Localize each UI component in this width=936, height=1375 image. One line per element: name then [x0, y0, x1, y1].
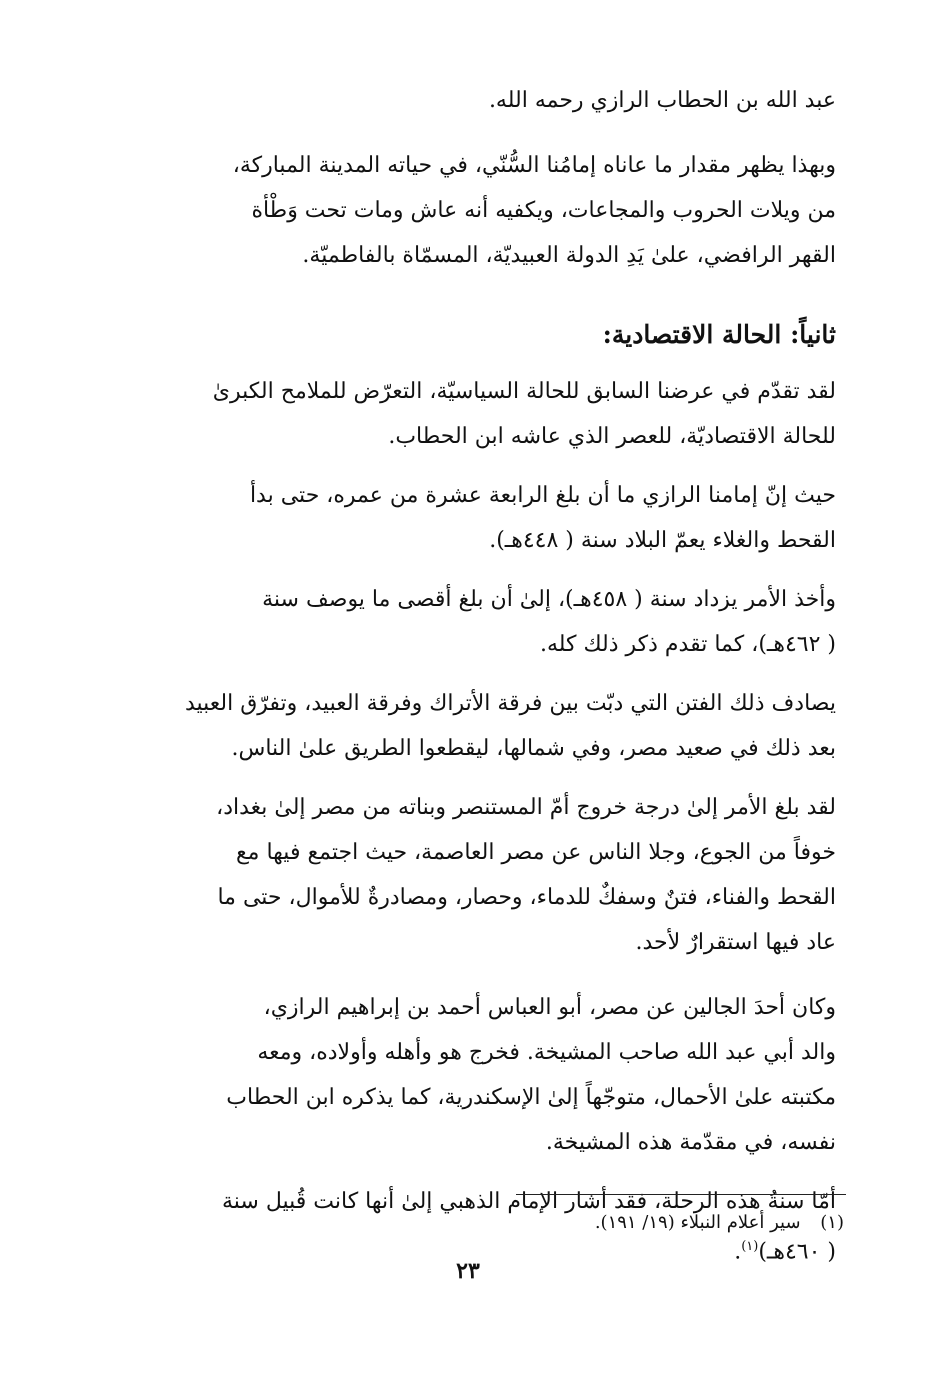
text-line: حيث إنّ إمامنا الرازي ما أن بلغ الرابعة عشرة من عمره، حتى بدأ — [249, 483, 836, 508]
paragraph-1 — [128, 78, 836, 123]
footnote-marker: (١) — [741, 1239, 759, 1254]
paragraph-2 — [128, 143, 836, 278]
text-line: ( ٤٦٢هـ)، كما تقدم ذكر ذلك كله. — [539, 632, 836, 657]
text-line: عبد الله بن الحطاب الرازي رحمه الله. — [488, 88, 836, 113]
text-line: القهر الرافضي، علىٰ يَدِ الدولة العبيديّة، المسمّاة بالفاطميّة. — [302, 243, 836, 268]
text-line: نفسه، في مقدّمة هذه المشيخة. — [545, 1130, 836, 1155]
paragraph-5 — [128, 577, 836, 667]
footnote — [344, 1208, 844, 1238]
text-line: القحط والغلاء يعمّ البلاد سنة ( ٤٤٨هـ). — [489, 528, 836, 553]
footnote-number: (١) — [820, 1212, 844, 1233]
text-line: وكان أحدَ الجالين عن مصر، أبو العباس أحمد بن إبراهيم الرازي، — [263, 995, 836, 1020]
paragraph-3 — [128, 369, 836, 459]
text-line: للحالة الاقتصاديّة، للعصر الذي عاشه ابن الحطاب. — [388, 424, 836, 449]
text-line: خوفاً من الجوع، وجلا الناس عن مصر العاصمة، حيث اجتمع فيها مع — [235, 840, 836, 865]
text-line: والد أبي عبد الله صاحب المشيخة. فخرج هو وأهله وأولاده، ومعه — [257, 1040, 836, 1065]
section-heading: ثانياً: الحالة الاقتصادية: — [602, 320, 836, 349]
text-line: من ويلات الحروب والمجاعات، ويكفيه أنه عاش ومات تحت وَطْأة — [251, 198, 836, 223]
paragraph-7 — [128, 785, 836, 965]
text-line: مكتبته علىٰ الأحمال، متوجّهاً إلىٰ الإسكندرية، كما يذكره ابن الحطاب — [226, 1085, 836, 1110]
text-line: بعد ذلك في صعيد مصر، وفي شمالها، ليقطعوا الطريق علىٰ الناس. — [231, 736, 836, 761]
footnote-text: سير أعلام النبلاء (١٩/ ١٩١). — [594, 1212, 801, 1233]
text-line: أمّا سنةُ هذه الرحلة، فقد أشار الإمام الذهبي إلىٰ أنها كانت قُبيل سنة — [221, 1189, 836, 1214]
text-line: القحط والفناء، فتنٌ وسفكٌ للدماء، وحصار، ومصادرةٌ للأموال، حتى ما — [217, 885, 836, 910]
text-line: لقد تقدّم في عرضنا السابق للحالة السياسيّة، التعرّض للملامح الكبرىٰ — [212, 379, 836, 404]
paragraph-8 — [128, 985, 836, 1165]
footnote-separator — [516, 1194, 846, 1195]
text-line: لقد بلغ الأمر إلىٰ درجة خروج أمّ المستنصر وبناته من مصر إلىٰ بغداد، — [216, 795, 836, 820]
main-text — [128, 78, 836, 1274]
text-line: عاد فيها استقرارٌ لأحد. — [635, 930, 836, 955]
text-line: يصادف ذلك الفتن التي دبّت بين فرقة الأتراك وفرقة العبيد، وتفرّق العبيد — [184, 691, 836, 716]
text-line: وأخذ الأمر يزداد سنة ( ٤٥٨هـ)، إلىٰ أن بلغ أقصى ما يوصف سنة — [262, 587, 836, 612]
paragraph-4 — [128, 473, 836, 563]
paragraph-6 — [128, 681, 836, 771]
sentence-end: . — [734, 1239, 742, 1265]
text-line: وبهذا يظهر مقدار ما عاناه إمامُنا السُّنّي، في حياته المدينة المباركة، — [232, 153, 836, 178]
page-number: ٢٣ — [456, 1258, 480, 1284]
text-line-part: ( ٤٦٠هـ) — [758, 1239, 836, 1265]
